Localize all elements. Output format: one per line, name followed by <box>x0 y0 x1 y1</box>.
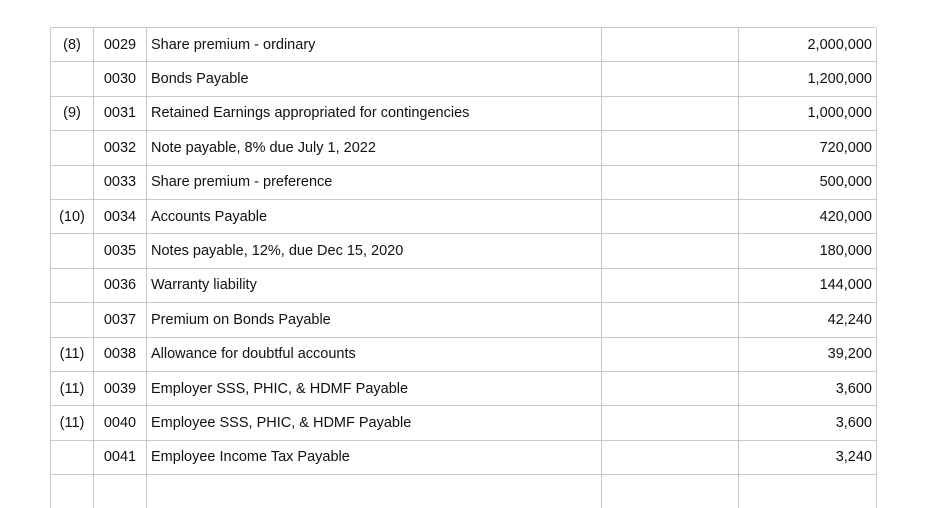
account-code-cell: 0031 <box>94 96 147 130</box>
reference-cell <box>51 62 94 96</box>
account-code-cell <box>94 475 147 508</box>
account-name-cell: Warranty liability <box>147 268 602 302</box>
account-code-cell: 0040 <box>94 406 147 440</box>
table-row <box>51 268 877 302</box>
account-code-cell: 0032 <box>94 131 147 165</box>
account-name-cell: Note payable, 8% due July 1, 2022 <box>147 131 602 165</box>
reference-cell: (11) <box>51 337 94 371</box>
table-row <box>51 96 877 130</box>
debit-cell <box>602 440 739 474</box>
account-code-cell: 0039 <box>94 371 147 405</box>
reference-cell: (8) <box>51 28 94 62</box>
table-row <box>51 371 877 405</box>
account-code-cell: 0036 <box>94 268 147 302</box>
table-row <box>51 406 877 440</box>
debit-cell <box>602 475 739 508</box>
credit-cell: 144,000 <box>739 268 877 302</box>
credit-cell: 3,240 <box>739 440 877 474</box>
debit-cell <box>602 62 739 96</box>
debit-cell <box>602 96 739 130</box>
debit-cell <box>602 371 739 405</box>
account-name-cell: Employer SSS, PHIC, & HDMF Payable <box>147 371 602 405</box>
credit-cell: 180,000 <box>739 234 877 268</box>
credit-cell <box>739 475 877 508</box>
account-name-cell: Share premium - preference <box>147 165 602 199</box>
reference-cell: (10) <box>51 199 94 233</box>
table-row <box>51 165 877 199</box>
account-code-cell: 0037 <box>94 303 147 337</box>
credit-cell: 42,240 <box>739 303 877 337</box>
credit-cell: 3,600 <box>739 371 877 405</box>
reference-cell <box>51 475 94 508</box>
debit-cell <box>602 337 739 371</box>
account-name-cell: Employee SSS, PHIC, & HDMF Payable <box>147 406 602 440</box>
account-name-cell: Bonds Payable <box>147 62 602 96</box>
account-name-cell: Share premium - ordinary <box>147 28 602 62</box>
credit-cell: 720,000 <box>739 131 877 165</box>
account-code-cell: 0029 <box>94 28 147 62</box>
account-name-cell: Accounts Payable <box>147 199 602 233</box>
credit-cell: 500,000 <box>739 165 877 199</box>
account-name-cell <box>147 475 602 508</box>
credit-cell: 2,000,000 <box>739 28 877 62</box>
reference-cell: (9) <box>51 96 94 130</box>
account-name-cell: Employee Income Tax Payable <box>147 440 602 474</box>
credit-cell: 3,600 <box>739 406 877 440</box>
account-name-cell: Allowance for doubtful accounts <box>147 337 602 371</box>
reference-cell <box>51 440 94 474</box>
account-code-cell: 0035 <box>94 234 147 268</box>
account-name-cell: Premium on Bonds Payable <box>147 303 602 337</box>
debit-cell <box>602 199 739 233</box>
table-row <box>51 131 877 165</box>
credit-cell: 1,000,000 <box>739 96 877 130</box>
reference-cell <box>51 234 94 268</box>
debit-cell <box>602 131 739 165</box>
account-table <box>50 28 877 508</box>
account-code-cell: 0038 <box>94 337 147 371</box>
reference-cell <box>51 268 94 302</box>
debit-cell <box>602 165 739 199</box>
credit-cell: 420,000 <box>739 199 877 233</box>
debit-cell <box>602 406 739 440</box>
table-row-partial <box>51 475 877 508</box>
table-row <box>51 234 877 268</box>
reference-cell <box>51 303 94 337</box>
account-code-cell: 0030 <box>94 62 147 96</box>
table-row <box>51 303 877 337</box>
account-code-cell: 0033 <box>94 165 147 199</box>
table-row <box>51 199 877 233</box>
reference-cell: (11) <box>51 406 94 440</box>
account-name-cell: Notes payable, 12%, due Dec 15, 2020 <box>147 234 602 268</box>
reference-cell: (11) <box>51 371 94 405</box>
ledger-sheet <box>50 27 876 498</box>
debit-cell <box>602 234 739 268</box>
table-row <box>51 62 877 96</box>
table-row <box>51 337 877 371</box>
table-row <box>51 440 877 474</box>
table-row <box>51 28 877 62</box>
debit-cell <box>602 268 739 302</box>
debit-cell <box>602 303 739 337</box>
debit-cell <box>602 28 739 62</box>
reference-cell <box>51 131 94 165</box>
credit-cell: 39,200 <box>739 337 877 371</box>
account-name-cell: Retained Earnings appropriated for contingencies <box>147 96 602 130</box>
account-code-cell: 0041 <box>94 440 147 474</box>
reference-cell <box>51 165 94 199</box>
credit-cell: 1,200,000 <box>739 62 877 96</box>
account-code-cell: 0034 <box>94 199 147 233</box>
